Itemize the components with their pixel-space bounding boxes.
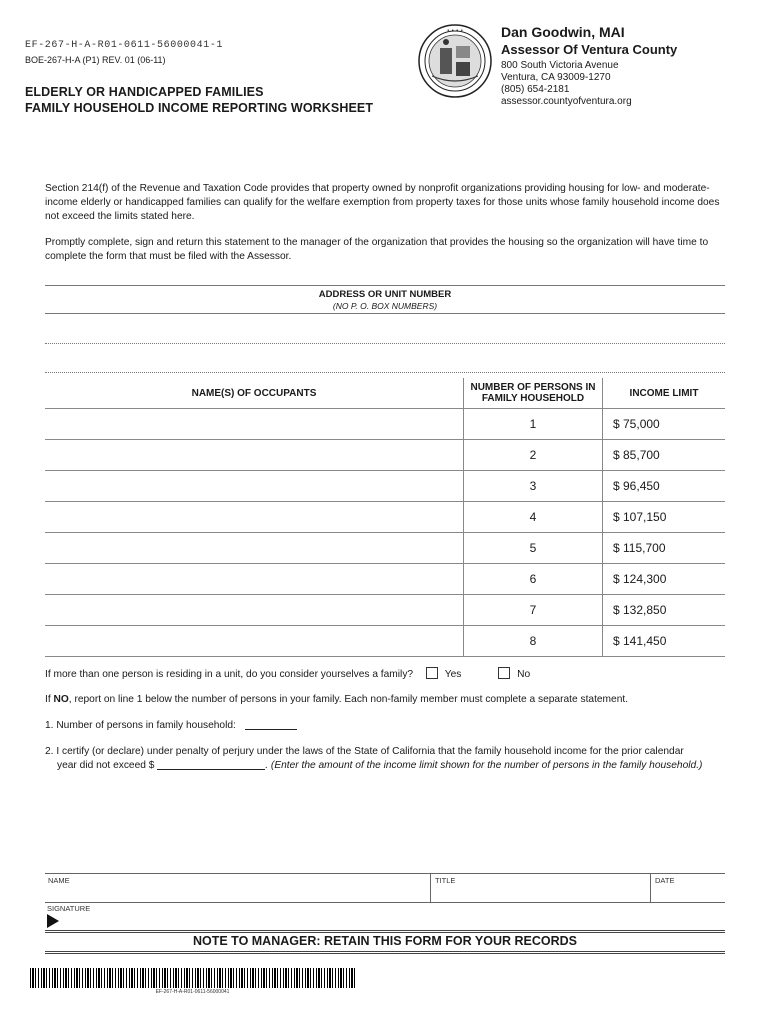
line-2-text-a: 2. I certify (or declare) under penalty of perjury under the laws of the State of California that the family household income for the prior calendar xyxy=(45,746,684,757)
income-limit-table xyxy=(45,378,725,657)
occupant-name-cell[interactable] xyxy=(45,502,464,533)
address-dotted-line-2 xyxy=(45,372,725,373)
header-income-limit: INCOME LIMIT xyxy=(603,378,726,409)
occupant-name-cell[interactable] xyxy=(45,440,464,471)
line-2-row-b xyxy=(45,759,735,773)
if-no-instruction xyxy=(45,693,628,707)
persons-cell: 2 xyxy=(464,440,603,471)
income-limit-cell: $ 107,150 xyxy=(603,502,726,533)
assessor-name: Dan Goodwin, MAI xyxy=(501,24,625,40)
footer-top-rule xyxy=(45,930,725,933)
income-limit-cell: $ 96,450 xyxy=(603,471,726,502)
address-mid-rule xyxy=(45,313,725,314)
assessor-address-2: Ventura, CA 93009-1270 xyxy=(501,72,611,83)
date-field[interactable] xyxy=(650,874,726,902)
assessor-office: Assessor Of Ventura County xyxy=(501,42,678,57)
table-row xyxy=(45,533,725,564)
address-dotted-line-1 xyxy=(45,343,725,344)
form-title xyxy=(25,84,373,116)
intro-paragraph-1: Section 214(f) of the Revenue and Taxation Code provides that property owned by nonprofit organizations providing housing for low- and moderate-income elderly or handicapped families can qualify for the welfare exemption from property taxes for those units whose family household income does not exceed the limits stated here. xyxy=(45,183,720,222)
assessor-website[interactable]: assessor.countyofventura.org xyxy=(501,96,632,107)
persons-cell: 1 xyxy=(464,409,603,440)
table-row xyxy=(45,564,725,595)
header-names: NAME(S) OF OCCUPANTS xyxy=(45,378,464,409)
family-question: If more than one person is residing in a unit, do you consider yourselves a family? xyxy=(45,669,414,680)
income-limit-cell: $ 141,450 xyxy=(603,626,726,657)
line-1-label: 1. Number of persons in family household: xyxy=(45,720,236,731)
title-field[interactable] xyxy=(430,874,651,902)
income-limit-cell: $ 115,700 xyxy=(603,533,726,564)
occupant-name-cell[interactable] xyxy=(45,564,464,595)
signature-info-row xyxy=(45,873,725,903)
barcode-text: EF-267-H-A-R01-0611-56000041 xyxy=(155,989,230,995)
line-2-certification xyxy=(45,745,735,773)
income-limit-cell: $ 124,300 xyxy=(603,564,726,595)
signature-label: SIGNATURE xyxy=(47,904,91,913)
title-line-2: FAMILY HOUSEHOLD INCOME REPORTING WORKSHEET xyxy=(25,101,374,115)
if-no-prefix: If xyxy=(45,694,54,705)
county-seal-icon xyxy=(418,24,492,98)
line-1-row xyxy=(45,719,297,733)
persons-count-field[interactable] xyxy=(245,719,297,730)
income-amount-field[interactable] xyxy=(157,759,265,770)
persons-cell: 4 xyxy=(464,502,603,533)
income-limit-cell: $ 75,000 xyxy=(603,409,726,440)
date-label: DATE xyxy=(655,876,675,885)
signature-arrow-icon xyxy=(47,914,59,928)
title-label: TITLE xyxy=(435,876,456,885)
table-row xyxy=(45,595,725,626)
address-note: (NO P. O. BOX NUMBERS) xyxy=(332,301,438,311)
occupant-name-cell[interactable] xyxy=(45,626,464,657)
occupant-name-cell[interactable] xyxy=(45,533,464,564)
table-row xyxy=(45,440,725,471)
line-2-text-b: year did not exceed $ xyxy=(57,760,155,771)
persons-cell: 5 xyxy=(464,533,603,564)
address-label: ADDRESS OR UNIT NUMBER xyxy=(318,289,452,300)
form-revision: BOE-267-H-A (P1) REV. 01 (06-11) xyxy=(25,55,166,65)
header-persons: NUMBER OF PERSONS IN FAMILY HOUSEHOLD xyxy=(464,378,603,409)
svg-text:• • • •: • • • • xyxy=(446,28,464,34)
occupant-name-cell[interactable] xyxy=(45,595,464,626)
table-header-row xyxy=(45,378,725,409)
persons-cell: 8 xyxy=(464,626,603,657)
assessor-address-1: 800 South Victoria Avenue xyxy=(501,60,619,71)
name-label: NAME xyxy=(48,876,70,885)
assessor-block xyxy=(501,24,677,108)
barcode-icon xyxy=(30,968,355,988)
yes-label: Yes xyxy=(444,669,462,680)
line-2-text-c: . (Enter the amount of the income limit shown for the number of persons in the family household.) xyxy=(265,760,703,771)
persons-cell: 7 xyxy=(464,595,603,626)
family-question-row xyxy=(45,667,530,682)
income-limit-cell: $ 132,850 xyxy=(603,595,726,626)
table-row xyxy=(45,502,725,533)
manager-note: NOTE TO MANAGER: RETAIN THIS FORM FOR YOUR RECORDS xyxy=(192,934,578,948)
if-no-text: , report on line 1 below the number of persons in your family. Each non-family member must complete a separate statement. xyxy=(68,694,629,705)
no-label: No xyxy=(517,669,531,680)
occupant-name-cell[interactable] xyxy=(45,471,464,502)
address-top-rule xyxy=(45,285,725,286)
title-line-1: ELDERLY OR HANDICAPPED FAMILIES xyxy=(25,85,264,99)
yes-checkbox[interactable] xyxy=(426,667,438,679)
table-row xyxy=(45,471,725,502)
no-checkbox[interactable] xyxy=(498,667,510,679)
occupant-name-cell[interactable] xyxy=(45,409,464,440)
table-row xyxy=(45,626,725,657)
footer-bottom-rule xyxy=(45,951,725,954)
persons-cell: 3 xyxy=(464,471,603,502)
name-field[interactable] xyxy=(45,874,430,902)
persons-cell: 6 xyxy=(464,564,603,595)
if-no-bold: NO xyxy=(53,694,69,705)
income-limit-cell: $ 85,700 xyxy=(603,440,726,471)
document-code: EF-267-H-A-R01-0611-56000041-1 xyxy=(25,40,224,51)
signature-field[interactable] xyxy=(62,904,722,930)
assessor-phone: (805) 654-2181 xyxy=(501,84,570,95)
table-row xyxy=(45,409,725,440)
intro-paragraph-2: Promptly complete, sign and return this statement to the manager of the organization that provides the housing so the organization will have time to complete the form that must be filed with the Assessor. xyxy=(45,237,709,262)
